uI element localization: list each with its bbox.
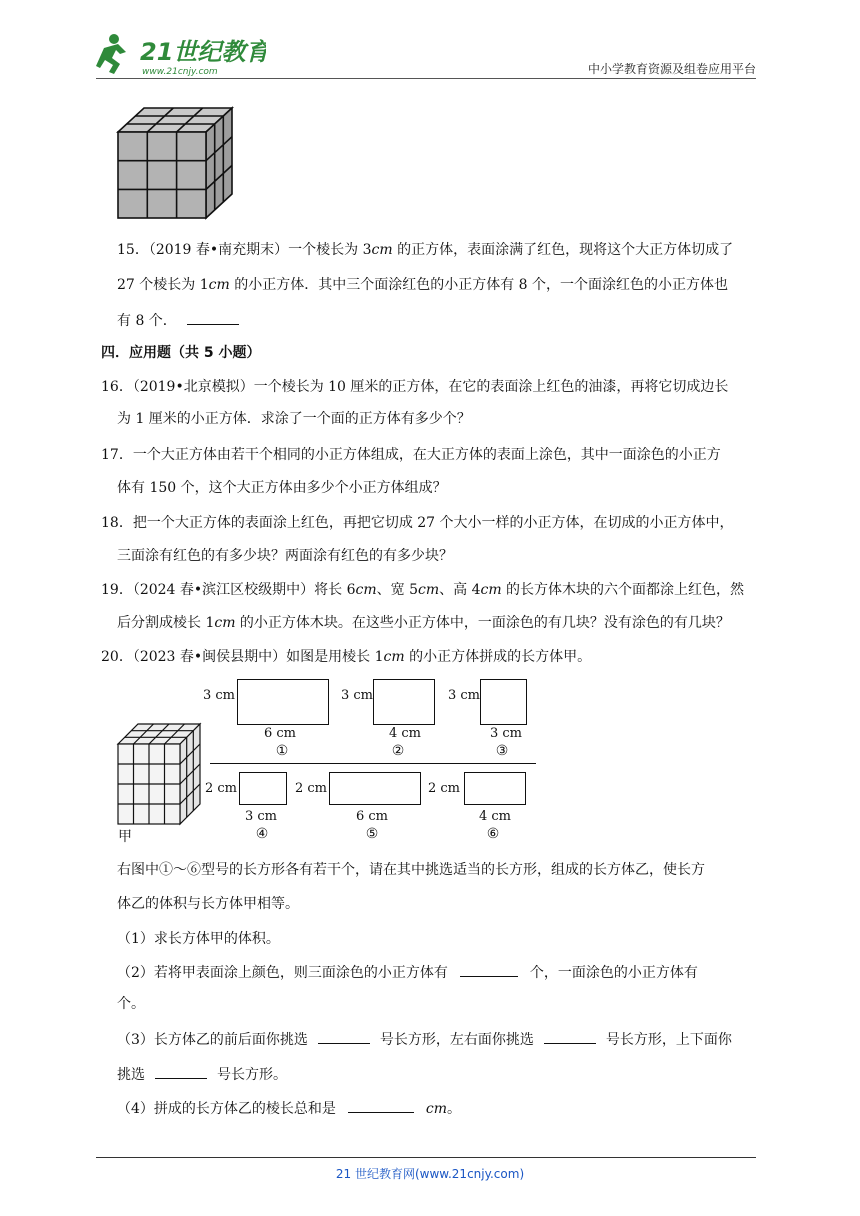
cube-3x3-figure <box>116 106 236 226</box>
section-title: 四．应用题（共 5 小题） <box>101 345 261 361</box>
rect1-width: 6 cm <box>264 726 297 741</box>
cuboid-jia-figure <box>116 722 206 830</box>
rect4-height: 2 cm <box>205 781 238 796</box>
rect-3 <box>480 679 527 725</box>
rect-5 <box>329 772 421 805</box>
q20-part2-line2: 个。 <box>117 996 145 1012</box>
rect3-width: 3 cm <box>490 726 523 741</box>
logo-url-text: www.21cnjy.com <box>142 67 218 77</box>
site-logo <box>96 30 266 80</box>
q16-line1: 16．（2019•北京模拟）一个棱长为 10 厘米的正方体，在它的表面涂上红色的油漆，再将它切成边长 <box>101 379 729 395</box>
footer-text: 21 世纪教育网(www.21cnjy.com) <box>335 1167 525 1181</box>
rect-1 <box>237 679 329 725</box>
answer-blank[interactable] <box>187 310 239 325</box>
rect-4 <box>239 772 287 805</box>
q20-part4: （4）拼成的长方体乙的棱长总和是 cm。 <box>117 1098 461 1119</box>
q16-line2: 为 1 厘米的小正方体．求涂了一个面的正方体有多少个？ <box>117 411 471 427</box>
q20-line1: 20．（2023 春•闽侯县期中）如图是用棱长 1cm 的小正方体拼成的长方体甲。 <box>101 649 592 665</box>
q20-part3-line2: 挑选 号长方形。 <box>117 1064 287 1085</box>
rect3-height: 3 cm <box>448 688 481 703</box>
footer-divider <box>96 1157 756 1158</box>
rect3-number: ③ <box>495 743 509 759</box>
q18-line1: 18．把一个大正方体的表面涂上红色，再把它切成 27 个大小一样的小正方体，在切成的小正方体中， <box>101 515 734 531</box>
rect4-width: 3 cm <box>245 809 278 824</box>
rect5-number: ⑤ <box>365 826 379 842</box>
rect5-width: 6 cm <box>356 809 389 824</box>
rect4-number: ④ <box>255 826 269 842</box>
q15-line1: 15．（2019 春•南充期末）一个棱长为 3cm 的正方体，表面涂满了红色，现将这个大正方体切成了 <box>117 242 734 258</box>
q17-line2: 体有 150 个，这个大正方体由多少个小正方体组成？ <box>117 480 447 496</box>
rect6-width: 4 cm <box>479 809 512 824</box>
q20-part3-line1: （3）长方体乙的前后面你挑选 号长方形，左右面你挑选 号长方形，上下面你 <box>117 1029 732 1050</box>
q18-line2: 三面涂有红色的有多少块？两面涂有红色的有多少块？ <box>117 548 453 564</box>
rect6-height: 2 cm <box>428 781 461 796</box>
header-tagline: 中小学教育资源及组卷应用平台 <box>587 62 756 76</box>
rect-6 <box>464 772 526 805</box>
rect2-height: 3 cm <box>341 688 374 703</box>
rect2-number: ② <box>391 743 405 759</box>
rect1-number: ① <box>275 743 289 759</box>
q20-part2-line1: （2）若将甲表面涂上颜色，则三面涂色的小正方体有 个，一面涂色的小正方体有 <box>117 962 698 983</box>
q15-line3: 有 8 个． <box>117 310 239 331</box>
q20-part1: （1）求长方体甲的体积。 <box>117 931 280 947</box>
rect6-number: ⑥ <box>486 826 500 842</box>
answer-blank[interactable] <box>544 1029 596 1044</box>
header-divider <box>96 78 756 79</box>
answer-blank[interactable] <box>318 1029 370 1044</box>
answer-blank[interactable] <box>460 962 518 977</box>
q17-line1: 17．一个大正方体由若干个相同的小正方体组成，在大正方体的表面上涂色，其中一面涂色的小正方 <box>101 447 721 463</box>
jia-label: 甲 <box>118 829 132 845</box>
q20-desc1: 右图中①～⑥型号的长方形各有若干个，请在其中挑选适当的长方形，组成的长方体乙，使长方 <box>117 862 705 878</box>
q19-line2: 后分割成棱长 1cm 的小正方体木块。在这些小正方体中，一面涂色的有几块？没有涂色的有几块？ <box>117 615 730 631</box>
rect-2 <box>373 679 435 725</box>
rect5-height: 2 cm <box>295 781 328 796</box>
rect1-height: 3 cm <box>203 688 236 703</box>
answer-blank[interactable] <box>348 1098 414 1113</box>
answer-blank[interactable] <box>155 1064 207 1079</box>
rect2-width: 4 cm <box>389 726 422 741</box>
q20-desc2: 体乙的体积与长方体甲相等。 <box>117 896 299 912</box>
q19-line1: 19．（2024 春•滨江区校级期中）将长 6cm、宽 5cm、高 4cm 的长方体木块的六个面都涂上红色，然 <box>101 582 745 598</box>
q15-line2: 27 个棱长为 1cm 的小正方体．其中三个面涂红色的小正方体有 8 个，一个面涂红色的小正方体也 <box>117 277 729 293</box>
logo-text: 21世纪教育 <box>140 38 266 66</box>
figure-separator <box>210 763 536 764</box>
